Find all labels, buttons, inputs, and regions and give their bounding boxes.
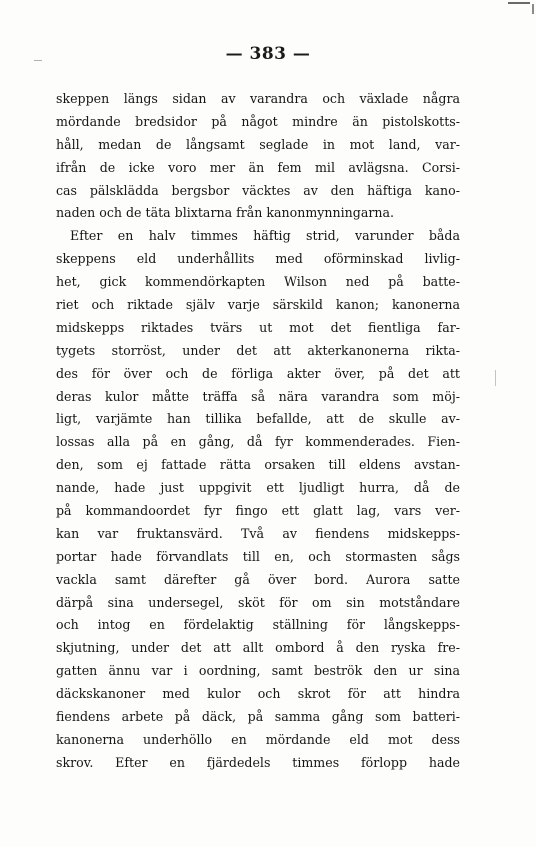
text-line: kanonerna underhöllo en mördande eld mot dess — [56, 731, 460, 747]
text-line: fiendens arbete på däck, på samma gång som batteri- — [56, 709, 460, 725]
text-line: därpå sina undersegel, sköt för om sin motståndare — [56, 594, 460, 610]
scan-edge-mark — [532, 4, 534, 14]
text-line: skrov. Efter en fjärdedels timmes förlopp hade — [56, 754, 460, 770]
text-line: mördande bredsidor på något mindre än pistolskotts- — [56, 113, 460, 129]
scan-speck — [495, 370, 496, 386]
text-line: och intog en fördelaktig ställning för långskepps- — [56, 617, 460, 633]
text-line: ifrån de icke voro mer än fem mil avlägsna. Corsi- — [56, 159, 460, 175]
text-line: däckskanoner med kulor och skrot för att hindra — [56, 686, 460, 702]
text-line: ligt, varjämte han tillika befallde, att de skulle av- — [56, 411, 460, 427]
text-line: midskepps riktades tvärs ut mot det fientliga far- — [56, 319, 460, 335]
text-line: des för över och de förliga akter över, på det att — [56, 365, 460, 381]
text-line: tygets storröst, under det att akterkanonerna rikta- — [56, 342, 460, 358]
text-line: portar hade förvandlats till en, och stormasten sågs — [56, 548, 460, 564]
text-line: kan var fruktansvärd. Två av fiendens midskepps- — [56, 525, 460, 541]
text-line: Efter en halv timmes häftig strid, varunder båda — [70, 228, 460, 244]
text-line: riet och riktade själv varje särskild kanon; kanonerna — [56, 297, 460, 313]
text-line: het, gick kommendörkapten Wilson ned på batte- — [56, 274, 460, 290]
text-line: på kommandoordet fyr fingo ett glatt lag, vars ver- — [56, 503, 460, 519]
text-line: skeppen längs sidan av varandra och växlade några — [56, 91, 460, 106]
text-line: vackla samt därefter gå över bord. Aurora satte — [56, 571, 460, 587]
text-line: skjutning, under det att allt ombord å den ryska fre- — [56, 640, 460, 656]
page-number: — 383 — — [225, 44, 311, 64]
text-line: nande, hade just uppgivit ett ljudligt hurra, då de — [56, 480, 460, 496]
text-line: den, som ej fattade rätta orsaken till eldens avstan- — [56, 457, 460, 473]
text-line: deras kulor måtte träffa så nära varandra som möj- — [56, 388, 460, 404]
scan-edge-mark — [508, 2, 530, 4]
text-line: cas pälsklädda bergsbor väcktes av den häftiga kano- — [56, 182, 460, 198]
text-line: gatten ännu var i oordning, samt beströk den ur sina — [56, 663, 460, 679]
text-line: håll, medan de långsamt seglade in mot land, var- — [56, 136, 460, 152]
body-text — [56, 88, 460, 775]
text-line: naden och de täta blixtarna från kanonmynningarna. — [56, 205, 394, 221]
text-line: lossas alla på en gång, då fyr kommenderades. Fien- — [56, 434, 460, 450]
text-line: skeppens eld underhållits med oförminskad livlig- — [56, 251, 460, 267]
